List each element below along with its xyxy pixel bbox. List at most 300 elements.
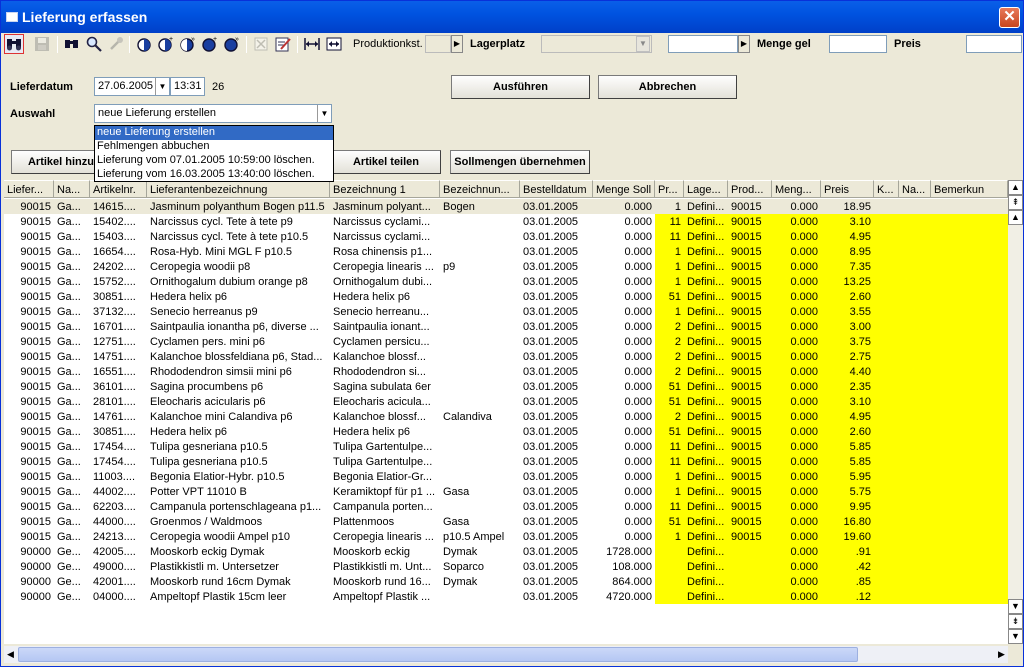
table-row[interactable] xyxy=(4,424,1008,439)
cell-name[interactable]: Ga... xyxy=(57,306,81,318)
cell-preis[interactable]: 9.95 xyxy=(821,499,874,514)
cell-lieferantenbezeichnung[interactable]: Ornithogalum dubium orange p8 xyxy=(150,276,308,288)
cell-k[interactable] xyxy=(874,199,899,214)
cell-menge-soll[interactable]: 0.000 xyxy=(624,531,652,543)
cell-name[interactable]: Ga... xyxy=(57,261,81,273)
cell-menge[interactable]: 0.000 xyxy=(772,439,821,454)
cell-lieferantenbezeichnung[interactable]: Potter VPT 11010 B xyxy=(150,486,247,498)
table-row[interactable] xyxy=(4,229,1008,244)
column-header-lieferantenbezeichnung[interactable]: Lieferantenbezeichnung xyxy=(147,180,330,198)
cell-lieferant[interactable]: 90015 xyxy=(20,501,51,513)
cell-na[interactable] xyxy=(899,574,931,589)
cell-bezeichnung2[interactable] xyxy=(440,424,520,439)
cell-bezeichnung2[interactable] xyxy=(440,304,520,319)
cell-bezeichnung1[interactable]: Saintpaulia ionant... xyxy=(333,321,430,333)
cell-artikelnr[interactable]: 62203.... xyxy=(93,501,136,513)
cell-prod[interactable] xyxy=(728,559,772,574)
cell-menge[interactable]: 0.000 xyxy=(772,559,821,574)
cell-menge-soll[interactable]: 0.000 xyxy=(624,306,652,318)
cell-bemerkung[interactable] xyxy=(931,334,1008,349)
cell-lieferantenbezeichnung[interactable]: Ceropegia woodii Ampel p10 xyxy=(150,531,291,543)
cell-name[interactable]: Ga... xyxy=(57,216,81,228)
cell-k[interactable] xyxy=(874,409,899,424)
cell-bestelldatum[interactable]: 03.01.2005 xyxy=(523,381,579,393)
cell-na[interactable] xyxy=(899,514,931,529)
cell-bezeichnung2[interactable]: Dymak xyxy=(443,576,478,588)
cell-menge[interactable]: 0.000 xyxy=(790,201,818,213)
table-row[interactable] xyxy=(4,199,1008,214)
cell-pr[interactable]: 2 xyxy=(655,364,684,379)
moon-full-icon[interactable] xyxy=(200,34,220,54)
cell-name[interactable]: Ge... xyxy=(57,576,81,588)
table-row[interactable] xyxy=(4,454,1008,469)
toolbar-value-arrow-icon[interactable]: ▶ xyxy=(738,35,750,53)
cell-bemerkung[interactable] xyxy=(931,289,1008,304)
cell-na[interactable] xyxy=(899,274,931,289)
cell-bezeichnung1[interactable]: Ampeltopf Plastik ... xyxy=(333,591,431,603)
table-row[interactable] xyxy=(4,319,1008,334)
cell-artikelnr[interactable]: 16701.... xyxy=(93,321,136,333)
cell-lager[interactable]: Defini... xyxy=(684,484,728,499)
cell-lager[interactable]: Defini... xyxy=(684,529,728,544)
cell-artikelnr[interactable]: 12751.... xyxy=(93,336,136,348)
cell-menge[interactable]: 0.000 xyxy=(772,574,821,589)
cell-lieferant[interactable]: 90000 xyxy=(20,546,51,558)
cell-bezeichnung1[interactable]: Tulipa Gartentulpe... xyxy=(333,456,433,468)
cell-artikelnr[interactable]: 24202.... xyxy=(93,261,136,273)
cell-pr[interactable]: 51 xyxy=(655,514,684,529)
moon-plus-icon[interactable] xyxy=(156,34,176,54)
cell-lieferant[interactable]: 90015 xyxy=(20,261,51,273)
cell-lager[interactable]: Defini... xyxy=(684,364,728,379)
table-row[interactable] xyxy=(4,394,1008,409)
cell-bestelldatum[interactable]: 03.01.2005 xyxy=(523,576,579,588)
cell-lager[interactable]: Defini... xyxy=(684,589,728,604)
cell-lieferantenbezeichnung[interactable]: Hedera helix p6 xyxy=(150,426,228,438)
cell-artikelnr[interactable]: 24213.... xyxy=(93,531,136,543)
cell-prod[interactable]: 90015 xyxy=(728,469,772,484)
cell-lager[interactable]: Defini... xyxy=(687,201,725,213)
cell-prod[interactable]: 90015 xyxy=(728,484,772,499)
column-header-name[interactable]: Na... xyxy=(54,180,90,198)
cell-pr[interactable]: 1 xyxy=(655,304,684,319)
cell-bezeichnung2[interactable]: p9 xyxy=(443,261,456,273)
cell-pr[interactable]: 11 xyxy=(655,499,684,514)
cell-menge[interactable]: 0.000 xyxy=(772,319,821,334)
cell-bezeichnung1[interactable]: Hedera helix p6 xyxy=(333,291,411,303)
cell-na[interactable] xyxy=(899,379,931,394)
cell-k[interactable] xyxy=(874,394,899,409)
cell-prod[interactable]: 90015 xyxy=(728,349,772,364)
cell-bezeichnung2[interactable]: Soparco xyxy=(443,561,484,573)
dropdown-option[interactable]: Lieferung vom 16.03.2005 13:40:00 löschen. xyxy=(97,168,315,180)
cell-bezeichnung1[interactable]: Campanula porten... xyxy=(333,501,433,513)
cell-bezeichnung1[interactable]: Mooskorb eckig xyxy=(333,546,411,558)
cell-bezeichnung2[interactable] xyxy=(440,589,520,604)
cell-lager[interactable]: Defini... xyxy=(684,334,728,349)
cell-artikelnr[interactable]: 37132.... xyxy=(93,306,136,318)
cell-menge-soll[interactable]: 0.000 xyxy=(624,426,652,438)
cell-name[interactable]: Ga... xyxy=(57,456,81,468)
cell-lieferantenbezeichnung[interactable]: Eleocharis acicularis p6 xyxy=(150,396,266,408)
cell-preis[interactable]: 3.75 xyxy=(821,334,874,349)
binoculars-icon[interactable] xyxy=(4,34,24,54)
table-row[interactable] xyxy=(4,469,1008,484)
cell-artikelnr[interactable]: 17454.... xyxy=(93,456,136,468)
cell-na[interactable] xyxy=(899,214,931,229)
cell-preis[interactable]: 5.85 xyxy=(821,454,874,469)
cell-lieferant[interactable]: 90015 xyxy=(20,336,51,348)
cell-lager[interactable]: Defini... xyxy=(684,379,728,394)
cell-lieferant[interactable]: 90015 xyxy=(20,441,51,453)
cell-lieferant[interactable]: 90015 xyxy=(20,456,51,468)
cell-menge[interactable]: 0.000 xyxy=(772,304,821,319)
cell-menge-soll[interactable]: 0.000 xyxy=(624,351,652,363)
cell-lieferantenbezeichnung[interactable]: Tulipa gesneriana p10.5 xyxy=(150,456,268,468)
cell-na[interactable] xyxy=(899,244,931,259)
cell-bemerkung[interactable] xyxy=(931,319,1008,334)
moon-arrow-icon[interactable] xyxy=(178,34,198,54)
cell-bestelldatum[interactable]: 03.01.2005 xyxy=(523,471,579,483)
cell-bemerkung[interactable] xyxy=(931,244,1008,259)
cell-artikelnr[interactable]: 30851.... xyxy=(93,426,136,438)
column-width-icon[interactable] xyxy=(302,34,322,54)
cell-bemerkung[interactable] xyxy=(931,214,1008,229)
cell-na[interactable] xyxy=(899,529,931,544)
cell-lieferantenbezeichnung[interactable]: Campanula portenschlageana p1... xyxy=(150,501,322,513)
artikel-teilen-button[interactable]: Artikel teilen xyxy=(331,150,441,174)
lagerplatz-dropdown-icon[interactable]: ▼ xyxy=(636,36,650,52)
cell-na[interactable] xyxy=(899,454,931,469)
cell-artikelnr[interactable]: 14761.... xyxy=(93,411,136,423)
cell-lieferantenbezeichnung[interactable]: Cyclamen pers. mini p6 xyxy=(150,336,265,348)
table-row[interactable] xyxy=(4,334,1008,349)
cell-lager[interactable]: Defini... xyxy=(684,214,728,229)
cell-lieferant[interactable]: 90015 xyxy=(20,276,51,288)
moon-double-icon[interactable] xyxy=(222,34,242,54)
cell-artikelnr[interactable]: 11003.... xyxy=(93,471,135,483)
cell-bezeichnung2[interactable] xyxy=(440,229,520,244)
cell-menge-soll[interactable]: 0.000 xyxy=(624,231,652,243)
cell-menge[interactable]: 0.000 xyxy=(772,514,821,529)
cell-prod[interactable]: 90015 xyxy=(728,379,772,394)
cell-prod[interactable]: 90015 xyxy=(728,274,772,289)
cell-preis[interactable]: 13.25 xyxy=(821,274,874,289)
column-header-menge-soll[interactable]: Menge Soll xyxy=(593,180,655,198)
cell-prod[interactable]: 90015 xyxy=(728,424,772,439)
cell-pr[interactable]: 2 xyxy=(655,349,684,364)
table-row[interactable] xyxy=(4,214,1008,229)
cell-lieferantenbezeichnung[interactable]: Senecio herreanus p9 xyxy=(150,306,258,318)
cell-bestelldatum[interactable]: 03.01.2005 xyxy=(523,516,579,528)
cell-lieferant[interactable]: 90015 xyxy=(20,321,51,333)
cell-na[interactable] xyxy=(899,484,931,499)
cell-prod[interactable]: 90015 xyxy=(728,439,772,454)
cell-bezeichnung2[interactable] xyxy=(440,364,520,379)
column-header-bezeichnung2[interactable]: Bezeichnun... xyxy=(440,180,520,198)
preis-field[interactable] xyxy=(966,35,1022,53)
cell-pr[interactable]: 1 xyxy=(655,529,684,544)
cell-name[interactable]: Ga... xyxy=(57,396,81,408)
cell-na[interactable] xyxy=(899,544,931,559)
column-header-prod[interactable]: Prod... xyxy=(728,180,772,198)
cell-bemerkung[interactable] xyxy=(931,274,1008,289)
cell-lieferant[interactable]: 90015 xyxy=(20,516,51,528)
dropdown-option[interactable]: neue Lieferung erstellen xyxy=(95,126,333,140)
column-header-bezeichnung1[interactable]: Bezeichnung 1 xyxy=(330,180,440,198)
cell-bestelldatum[interactable]: 03.01.2005 xyxy=(523,231,579,243)
cell-bezeichnung1[interactable]: Jasminum polyant... xyxy=(333,201,431,213)
cell-k[interactable] xyxy=(874,289,899,304)
cell-preis[interactable]: 2.75 xyxy=(821,349,874,364)
cell-bemerkung[interactable] xyxy=(931,364,1008,379)
cell-pr[interactable]: 51 xyxy=(655,424,684,439)
cell-bezeichnung1[interactable]: Eleocharis acicula... xyxy=(333,396,431,408)
cell-na[interactable] xyxy=(899,304,931,319)
cell-pr[interactable]: 1 xyxy=(655,274,684,289)
cell-bestelldatum[interactable]: 03.01.2005 xyxy=(523,396,579,408)
cell-preis[interactable]: 4.95 xyxy=(821,229,874,244)
cell-preis[interactable]: 3.55 xyxy=(821,304,874,319)
cell-prod[interactable] xyxy=(728,589,772,604)
table-row[interactable] xyxy=(4,544,1008,559)
cell-lager[interactable]: Defini... xyxy=(684,409,728,424)
cell-bezeichnung2[interactable]: p10.5 Ampel xyxy=(443,531,505,543)
table-row[interactable] xyxy=(4,289,1008,304)
cell-bemerkung[interactable] xyxy=(931,544,1008,559)
cell-preis[interactable]: .85 xyxy=(821,574,874,589)
column-header-lager[interactable]: Lage... xyxy=(684,180,728,198)
cell-pr[interactable]: 11 xyxy=(655,214,684,229)
table-row[interactable] xyxy=(4,439,1008,454)
cell-k[interactable] xyxy=(874,229,899,244)
cell-na[interactable] xyxy=(899,364,931,379)
cell-menge-soll[interactable]: 0.000 xyxy=(624,276,652,288)
cell-pr[interactable]: 2 xyxy=(655,319,684,334)
cell-lieferant[interactable]: 90015 xyxy=(20,486,51,498)
cell-name[interactable]: Ga... xyxy=(57,426,81,438)
cell-prod[interactable]: 90015 xyxy=(728,514,772,529)
cell-lieferantenbezeichnung[interactable]: Hedera helix p6 xyxy=(150,291,228,303)
cell-bemerkung[interactable] xyxy=(931,559,1008,574)
cell-na[interactable] xyxy=(899,589,931,604)
cell-preis[interactable]: 3.10 xyxy=(821,214,874,229)
cell-menge[interactable]: 0.000 xyxy=(772,544,821,559)
cell-menge[interactable]: 0.000 xyxy=(772,349,821,364)
cell-lager[interactable]: Defini... xyxy=(684,454,728,469)
cell-lager[interactable]: Defini... xyxy=(684,244,728,259)
table-row[interactable] xyxy=(4,304,1008,319)
cell-menge[interactable]: 0.000 xyxy=(772,394,821,409)
cell-bestelldatum[interactable]: 03.01.2005 xyxy=(523,486,579,498)
fit-columns-icon[interactable] xyxy=(324,34,344,54)
cell-menge[interactable]: 0.000 xyxy=(772,409,821,424)
cell-bestelldatum[interactable]: 03.01.2005 xyxy=(523,546,579,558)
cell-bestelldatum[interactable]: 03.01.2005 xyxy=(523,441,579,453)
cell-bemerkung[interactable] xyxy=(931,589,1008,604)
cell-na[interactable] xyxy=(899,469,931,484)
cell-name[interactable]: Ga... xyxy=(57,501,81,513)
scroll-page-down-icon[interactable]: ⇟ xyxy=(1008,614,1023,629)
cell-lieferantenbezeichnung[interactable]: Plastikkistli m. Untersetzer xyxy=(150,561,279,573)
cell-pr[interactable]: 1 xyxy=(674,201,681,213)
cell-lieferantenbezeichnung[interactable]: Narcissus cycl. Tete à tete p9 xyxy=(150,216,293,228)
cell-bezeichnung1[interactable]: Rhododendron si... xyxy=(333,366,426,378)
cell-na[interactable] xyxy=(899,199,931,214)
cell-lieferant[interactable]: 90015 xyxy=(20,231,51,243)
cell-lieferantenbezeichnung[interactable]: Narcissus cycl. Tete à tete p10.5 xyxy=(150,231,309,243)
abbrechen-button[interactable]: Abbrechen xyxy=(598,75,737,99)
cell-lieferant[interactable]: 90015 xyxy=(20,366,51,378)
cell-bezeichnung2[interactable] xyxy=(440,454,520,469)
cell-k[interactable] xyxy=(874,319,899,334)
cell-menge-soll[interactable]: 0.000 xyxy=(624,366,652,378)
cell-menge[interactable]: 0.000 xyxy=(772,424,821,439)
cell-bestelldatum[interactable]: 03.01.2005 xyxy=(523,216,579,228)
cell-menge-soll[interactable]: 0.000 xyxy=(624,261,652,273)
cell-bezeichnung1[interactable]: Kalanchoe blossf... xyxy=(333,411,426,423)
cell-menge-soll[interactable]: 0.000 xyxy=(624,201,652,213)
cell-k[interactable] xyxy=(874,499,899,514)
cell-pr[interactable]: 11 xyxy=(655,229,684,244)
cell-artikelnr[interactable]: 30851.... xyxy=(93,291,136,303)
cell-prod[interactable] xyxy=(728,574,772,589)
cell-lager[interactable]: Defini... xyxy=(684,514,728,529)
cell-pr[interactable]: 1 xyxy=(655,484,684,499)
cell-bezeichnung2[interactable]: Calandiva xyxy=(443,411,492,423)
cell-prod[interactable]: 90015 xyxy=(728,259,772,274)
cell-preis[interactable]: 3.00 xyxy=(821,319,874,334)
cell-bemerkung[interactable] xyxy=(931,574,1008,589)
cell-lager[interactable]: Defini... xyxy=(684,289,728,304)
cell-preis[interactable]: 7.35 xyxy=(821,259,874,274)
cell-k[interactable] xyxy=(874,349,899,364)
cell-bezeichnung1[interactable]: Ceropegia linearis ... xyxy=(333,531,434,543)
scroll-right-icon[interactable]: ▶ xyxy=(998,649,1005,659)
column-header-pr[interactable]: Pr... xyxy=(655,180,684,198)
cell-prod[interactable]: 90015 xyxy=(728,409,772,424)
cell-prod[interactable]: 90015 xyxy=(728,214,772,229)
cell-bemerkung[interactable] xyxy=(931,379,1008,394)
cell-pr[interactable]: 2 xyxy=(655,409,684,424)
cell-preis[interactable]: 2.60 xyxy=(821,424,874,439)
cell-bezeichnung2[interactable] xyxy=(440,244,520,259)
cell-menge-soll[interactable]: 0.000 xyxy=(624,381,652,393)
cell-menge[interactable]: 0.000 xyxy=(772,364,821,379)
delete-icon[interactable] xyxy=(251,34,271,54)
scroll-up-icon[interactable]: ▲ xyxy=(1008,210,1023,225)
cell-prod[interactable]: 90015 xyxy=(728,394,772,409)
cell-lager[interactable]: Defini... xyxy=(684,559,728,574)
cell-lager[interactable]: Defini... xyxy=(684,319,728,334)
cell-preis[interactable]: 5.95 xyxy=(821,469,874,484)
cell-menge[interactable]: 0.000 xyxy=(772,274,821,289)
cell-lager[interactable]: Defini... xyxy=(684,259,728,274)
cell-artikelnr[interactable]: 44002.... xyxy=(93,486,136,498)
cell-bezeichnung1[interactable]: Sagina subulata 6er xyxy=(333,381,431,393)
time-field[interactable]: 13:31 xyxy=(170,77,205,96)
cell-preis[interactable]: 4.95 xyxy=(821,409,874,424)
cell-k[interactable] xyxy=(874,259,899,274)
cell-bestelldatum[interactable]: 03.01.2005 xyxy=(523,366,579,378)
cell-na[interactable] xyxy=(899,334,931,349)
cell-lieferant[interactable]: 90015 xyxy=(20,201,51,213)
cell-bestelldatum[interactable]: 03.01.2005 xyxy=(523,291,579,303)
cell-artikelnr[interactable]: 15403.... xyxy=(93,231,136,243)
cell-bezeichnung2[interactable] xyxy=(440,289,520,304)
cell-pr[interactable]: 11 xyxy=(655,454,684,469)
cell-pr[interactable]: 51 xyxy=(655,379,684,394)
cell-menge-soll[interactable]: 0.000 xyxy=(624,336,652,348)
cell-name[interactable]: Ga... xyxy=(57,291,81,303)
cell-pr[interactable] xyxy=(655,559,684,574)
cell-lager[interactable]: Defini... xyxy=(684,229,728,244)
cell-artikelnr[interactable]: 17454.... xyxy=(93,441,136,453)
cell-prod[interactable]: 90015 xyxy=(728,454,772,469)
cell-lieferantenbezeichnung[interactable]: Begonia Elatior-Hybr. p10.5 xyxy=(150,471,285,483)
produktionskst-field[interactable] xyxy=(425,35,451,53)
cell-menge[interactable]: 0.000 xyxy=(772,529,821,544)
cell-bestelldatum[interactable]: 03.01.2005 xyxy=(523,456,579,468)
cell-artikelnr[interactable]: 42005.... xyxy=(93,546,136,558)
cell-menge[interactable]: 0.000 xyxy=(772,499,821,514)
vertical-scrollbar[interactable] xyxy=(1008,180,1023,644)
cell-bestelldatum[interactable]: 03.01.2005 xyxy=(523,426,579,438)
cell-menge[interactable]: 0.000 xyxy=(772,214,821,229)
save-icon[interactable] xyxy=(32,34,52,54)
cell-lieferantenbezeichnung[interactable]: Kalanchoe mini Calandiva p6 xyxy=(150,411,293,423)
cell-name[interactable]: Ga... xyxy=(57,381,81,393)
cell-na[interactable] xyxy=(899,499,931,514)
cell-lager[interactable]: Defini... xyxy=(684,469,728,484)
cell-name[interactable]: Ge... xyxy=(57,561,81,573)
cell-preis[interactable]: 19.60 xyxy=(821,529,874,544)
cell-lieferantenbezeichnung[interactable]: Tulipa gesneriana p10.5 xyxy=(150,441,268,453)
cell-k[interactable] xyxy=(874,469,899,484)
date-field[interactable] xyxy=(94,77,170,96)
cell-name[interactable]: Ga... xyxy=(57,366,81,378)
table-row[interactable] xyxy=(4,484,1008,499)
cell-lieferant[interactable]: 90015 xyxy=(20,291,51,303)
cell-name[interactable]: Ga... xyxy=(57,201,81,213)
cell-bemerkung[interactable] xyxy=(931,409,1008,424)
table-row[interactable] xyxy=(4,349,1008,364)
cell-menge[interactable]: 0.000 xyxy=(772,589,821,604)
dropdown-option[interactable]: Fehlmengen abbuchen xyxy=(97,140,210,152)
cell-na[interactable] xyxy=(899,349,931,364)
cell-bemerkung[interactable] xyxy=(931,454,1008,469)
cell-preis[interactable]: 2.60 xyxy=(821,289,874,304)
cell-bestelldatum[interactable]: 03.01.2005 xyxy=(523,276,579,288)
artikel-hinzu-button[interactable]: Artikel hinzu xyxy=(11,150,97,174)
cell-prod[interactable]: 90015 xyxy=(728,319,772,334)
cell-name[interactable]: Ga... xyxy=(57,276,81,288)
cell-name[interactable]: Ga... xyxy=(57,336,81,348)
cell-bezeichnung2[interactable]: Gasa xyxy=(443,516,470,528)
cell-k[interactable] xyxy=(874,274,899,289)
cell-artikelnr[interactable]: 04000.... xyxy=(93,591,136,603)
cell-na[interactable] xyxy=(899,559,931,574)
cell-bestelldatum[interactable]: 03.01.2005 xyxy=(523,411,579,423)
cell-artikelnr[interactable]: 15752.... xyxy=(93,276,136,288)
cell-bemerkung[interactable] xyxy=(931,484,1008,499)
cell-bemerkung[interactable] xyxy=(931,439,1008,454)
cell-prod[interactable]: 90015 xyxy=(728,364,772,379)
cell-preis[interactable]: .91 xyxy=(821,544,874,559)
cell-lager[interactable]: Defini... xyxy=(684,349,728,364)
cell-bezeichnung1[interactable]: Keramiktopf für p1 ... xyxy=(333,486,436,498)
cell-name[interactable]: Ga... xyxy=(57,516,81,528)
